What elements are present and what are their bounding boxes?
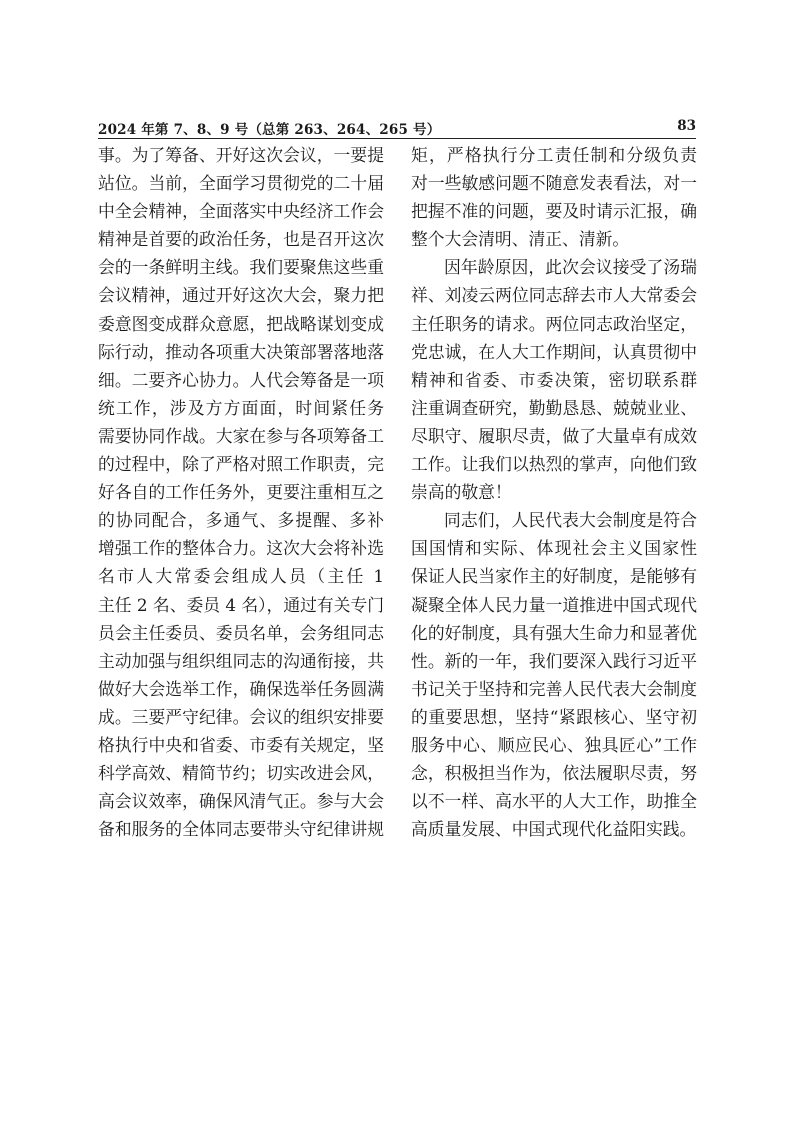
text-line: 服务中心、顺应民心、独具匠心”工作 <box>411 734 697 755</box>
text-line: 站位。当前，全面学习贯彻党的二十届 <box>98 173 384 194</box>
right-text-column <box>411 141 697 843</box>
text-line: 需要协同作战。大家在参与各项筹备工 <box>98 425 384 446</box>
text-line: 精神是首要的政治任务，也是召开这次 <box>98 229 384 250</box>
left-text-column <box>98 141 384 843</box>
text-line: 成。三要严守纪律。会议的组织安排要 <box>98 706 384 727</box>
text-line: 以不一样、高水平的人大工作，助推全 <box>411 791 697 812</box>
text-line: 崇高的敬意！ <box>411 482 512 503</box>
text-line: 事。为了筹备、开好这次会议，一要提 <box>98 145 384 165</box>
text-line: 党忠诚，在人大工作期间，认真贯彻中 <box>411 341 697 362</box>
text-line: 祥、刘凌云两位同志辞去市人大常委会 <box>411 285 697 306</box>
text-line: 做好大会选举工作，确保选举任务圆满 <box>98 678 384 699</box>
paragraph-start-line: 同志们，人民代表大会制度是符合 <box>444 510 697 531</box>
text-line: 的重要思想，坚持“紧跟核心、坚守初 <box>411 706 697 727</box>
text-line: 注重调查研究，勤勤恳恳、兢兢业业、 <box>411 397 697 418</box>
text-line: 名市人大常委会组成人员（主任 1 <box>98 566 384 587</box>
text-line: 中全会精神，全面落实中央经济工作会 <box>98 201 384 222</box>
text-line: 书记关于坚持和完善人民代表大会制度 <box>411 678 697 699</box>
text-line: 念，积极担当作为，依法履职尽责，努 <box>411 763 697 784</box>
text-line: 备和服务的全体同志要带头守纪律讲规 <box>98 819 384 840</box>
text-line: 精神和省委、市委决策，密切联系群 <box>411 369 697 390</box>
text-line: 矩，严格执行分工责任制和分级负责 <box>411 145 697 165</box>
text-line: 尽职守、履职尽责，做了大量卓有成效 <box>411 425 697 446</box>
text-line: 会议精神，通过开好这次大会，聚力把 <box>98 285 384 306</box>
text-line: 高会议效率，确保风清气正。参与大会 <box>98 791 384 812</box>
text-line: 际行动，推动各项重大决策部署落地落 <box>98 341 384 362</box>
text-line: 增强工作的整体合力。这次大会将补选 <box>98 538 384 559</box>
text-line: 工作。让我们以热烈的掌声，向他们致 <box>411 454 697 475</box>
text-line: 主动加强与组织组同志的沟通衔接，共 <box>98 650 384 671</box>
text-line: 好各自的工作任务外，更要注重相互之 <box>98 482 384 503</box>
text-line: 的过程中，除了严格对照工作职责，完 <box>98 454 384 475</box>
text-line: 把握不准的问题，要及时请示汇报，确 <box>411 201 697 222</box>
text-line: 细。二要齐心协力。人代会筹备是一项 <box>98 369 384 390</box>
text-line: 格执行中央和省委、市委有关规定，坚 <box>98 734 384 755</box>
text-line: 科学高效、精简节约；切实改进会风， <box>98 763 384 784</box>
text-line: 保证人民当家作主的好制度，是能够有 <box>411 566 697 587</box>
text-line: 国国情和实际、体现社会主义国家性 <box>411 538 697 559</box>
issue-info: 2024 年第 7、8、9 号（总第 263、264、265 号） <box>98 122 441 138</box>
text-line: 化的好制度，具有强大生命力和显著优 <box>411 622 697 643</box>
text-line: 主任职务的请求。两位同志政治坚定， <box>411 313 697 334</box>
text-line: 凝聚全体人民力量一道推进中国式现代 <box>411 594 697 615</box>
text-line: 高质量发展、中国式现代化益阳实践。 <box>411 819 697 840</box>
text-line: 会的一条鲜明主线。我们要聚焦这些重 <box>98 257 384 278</box>
text-line: 整个大会清明、清正、清新。 <box>411 229 630 250</box>
text-line: 员会主任委员、委员名单，会务组同志 <box>98 622 384 643</box>
text-line: 性。新的一年，我们要深入践行习近平 <box>411 650 697 671</box>
running-header <box>98 116 696 139</box>
text-line: 主任 2 名、委员 4 名），通过有关专门 <box>98 594 384 615</box>
text-line: 对一些敏感问题不随意发表看法，对一 <box>411 173 697 194</box>
text-line: 统工作，涉及方方面面，时间紧任务 <box>98 397 384 418</box>
paragraph-start-line: 因年龄原因，此次会议接受了汤瑞 <box>444 257 697 278</box>
text-line: 的协同配合，多通气、多提醒、多补 <box>98 510 384 531</box>
text-line: 委意图变成群众意愿，把战略谋划变成 <box>98 313 384 334</box>
page-number: 83 <box>677 118 696 134</box>
